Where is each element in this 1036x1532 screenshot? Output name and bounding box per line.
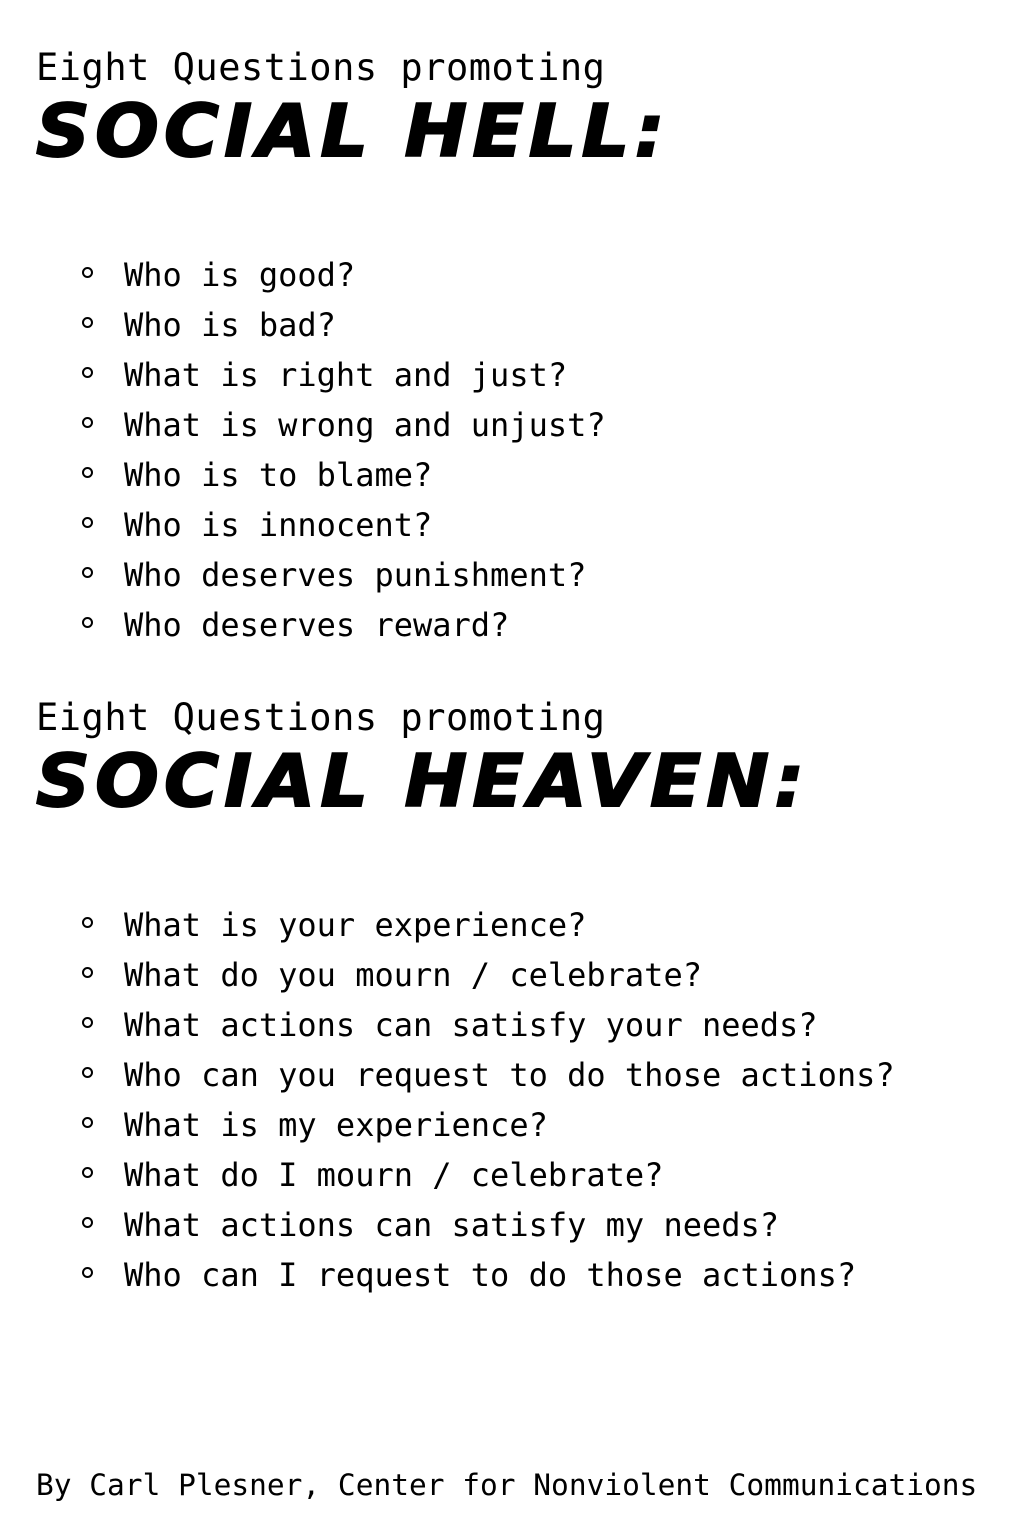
hell-kicker: Eight Questions promoting xyxy=(36,46,606,89)
social-hell-section xyxy=(36,45,1036,644)
question-text: Who deserves reward? xyxy=(124,606,510,644)
heaven-kicker: Eight Questions promoting xyxy=(36,696,606,739)
list-item xyxy=(82,1100,895,1150)
question-text: What do I mourn / celebrate? xyxy=(124,1156,664,1194)
list-item xyxy=(82,300,606,350)
list-item xyxy=(82,1250,895,1300)
question-text: What is wrong and unjust? xyxy=(124,406,606,444)
circle-bullet-icon xyxy=(82,1267,93,1278)
circle-bullet-icon xyxy=(82,1167,93,1178)
list-item xyxy=(82,250,606,300)
author-credit: By Carl Plesner, Center for Nonviolent Communications xyxy=(36,1468,978,1502)
circle-bullet-icon xyxy=(82,517,93,528)
list-item xyxy=(82,350,606,400)
list-item xyxy=(82,1050,895,1100)
list-item xyxy=(82,1150,895,1200)
hell-title: SOCIAL HELL: xyxy=(36,89,670,173)
question-text: Who is good? xyxy=(124,256,356,294)
circle-bullet-icon xyxy=(82,617,93,628)
question-text: What do you mourn / celebrate? xyxy=(124,956,702,994)
list-item xyxy=(82,900,895,950)
list-item xyxy=(82,400,606,450)
circle-bullet-icon xyxy=(82,267,93,278)
circle-bullet-icon xyxy=(82,1117,93,1128)
circle-bullet-icon xyxy=(82,467,93,478)
circle-bullet-icon xyxy=(82,1217,93,1228)
circle-bullet-icon xyxy=(82,417,93,428)
list-item xyxy=(82,1000,895,1050)
question-text: Who is innocent? xyxy=(124,506,433,544)
circle-bullet-icon xyxy=(82,567,93,578)
question-text: Who deserves punishment? xyxy=(124,556,587,594)
circle-bullet-icon xyxy=(82,1017,93,1028)
question-text: Who can I request to do those actions? xyxy=(124,1256,857,1294)
circle-bullet-icon xyxy=(82,1067,93,1078)
question-text: What actions can satisfy your needs? xyxy=(124,1006,818,1044)
social-heaven-section xyxy=(36,695,1036,1294)
question-text: What is my experience? xyxy=(124,1106,548,1144)
circle-bullet-icon xyxy=(82,967,93,978)
circle-bullet-icon xyxy=(82,367,93,378)
list-item xyxy=(82,500,606,550)
circle-bullet-icon xyxy=(82,917,93,928)
list-item xyxy=(82,600,606,650)
heaven-question-list xyxy=(82,900,895,1300)
question-text: What is your experience? xyxy=(124,906,587,944)
list-item xyxy=(82,1200,895,1250)
question-text: Who is to blame? xyxy=(124,456,433,494)
list-item xyxy=(82,550,606,600)
heaven-title: SOCIAL HEAVEN: xyxy=(36,739,810,823)
hell-question-list xyxy=(82,250,606,650)
question-text: Who is bad? xyxy=(124,306,336,344)
question-text: What is right and just? xyxy=(124,356,568,394)
question-text: Who can you request to do those actions? xyxy=(124,1056,895,1094)
circle-bullet-icon xyxy=(82,317,93,328)
question-text: What actions can satisfy my needs? xyxy=(124,1206,780,1244)
list-item xyxy=(82,450,606,500)
list-item xyxy=(82,950,895,1000)
